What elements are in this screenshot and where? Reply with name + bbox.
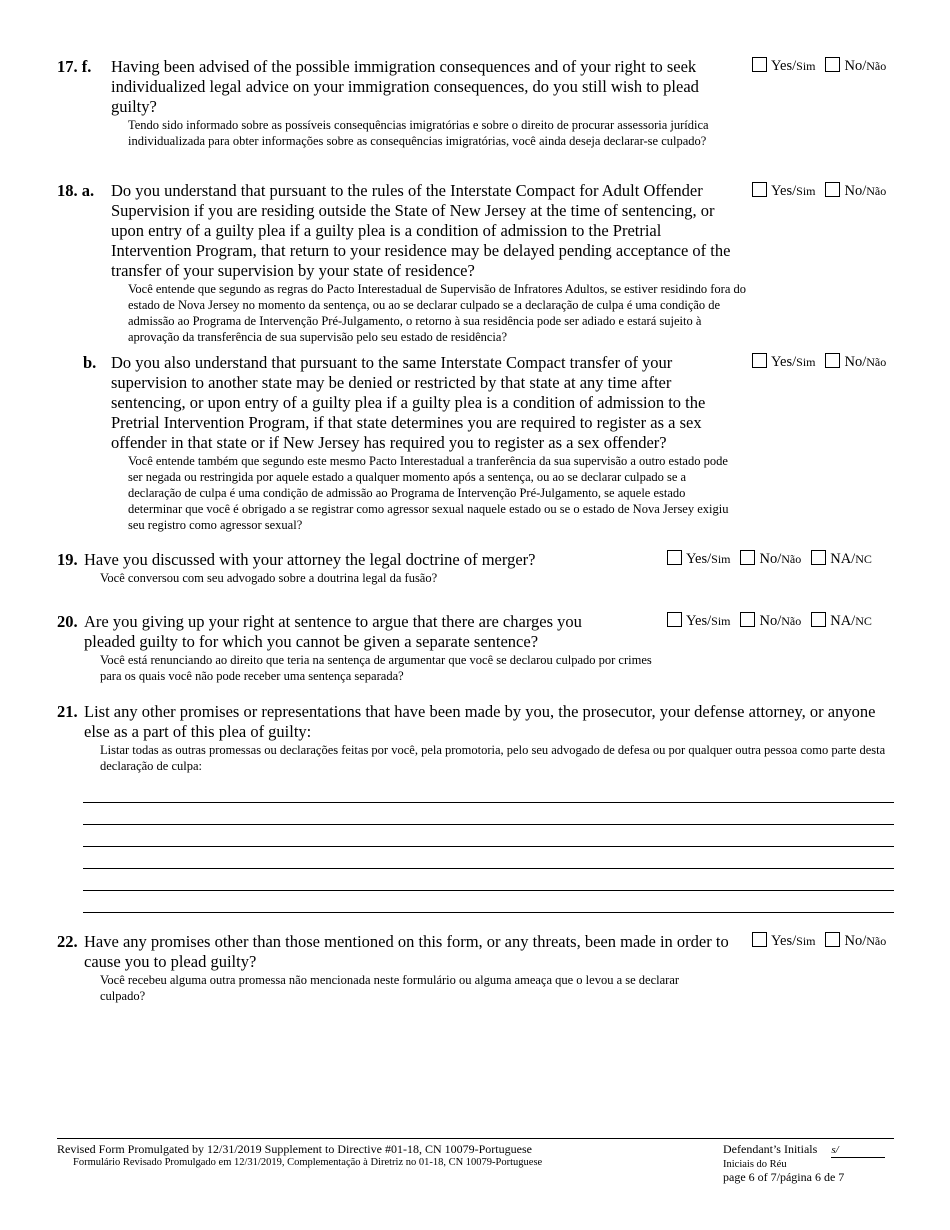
answer-line[interactable] [83, 846, 894, 847]
yes-checkbox[interactable] [667, 612, 682, 627]
yes-checkbox[interactable] [752, 57, 767, 72]
form-revision-en: Revised Form Promulgated by 12/31/2019 Supplement to Directive #01-18, CN 10079-Portuguese [57, 1142, 532, 1156]
question-20 [84, 612, 659, 684]
answer-options-18a: Yes/Sim No/Não [752, 181, 896, 201]
yes-checkbox[interactable] [752, 182, 767, 197]
question-text-en: Are you giving up your right at sentence to argue that there are charges you pleaded guilty to for which you cannot be given a separate sentence? [84, 612, 582, 651]
yes-checkbox[interactable] [752, 932, 767, 947]
footer-form-info [57, 1143, 542, 1169]
no-checkbox[interactable] [740, 550, 755, 565]
initials-label: Defendant’s Initials [723, 1142, 818, 1156]
question-number: 18. a. [57, 181, 95, 200]
question-22 [84, 932, 744, 1004]
answer-options-20: Yes/Sim No/Não NA/NC [667, 611, 882, 631]
footer-divider [57, 1138, 894, 1139]
na-checkbox[interactable] [811, 612, 826, 627]
no-checkbox[interactable] [740, 612, 755, 627]
no-checkbox[interactable] [825, 182, 840, 197]
question-text-pt: Você entende que segundo as regras do Pacto Interestadual de Supervisão de Infratores Adultos, se estiver residindo fora do estado de Nova Jersey no momento da sentença, ou ao se declarar culpado se a declaração de culpa é uma condição de admissão ao Programa de Intervenção Pré-Julgamento, o retorno à sua residência pode ser adiado e estará sujeito à aprovação da transferência de sua supervisão pelo seu estado de residência? [128, 282, 746, 344]
question-number: 22. [57, 932, 78, 951]
answer-line[interactable] [83, 802, 894, 803]
na-checkbox[interactable] [811, 550, 826, 565]
initials-label-pt: Iniciais do Réu [723, 1159, 787, 1170]
form-revision-pt: Formulário Revisado Promulgado em 12/31/2019, Complementação à Diretriz no 01-18, CN 10079-Portuguese [73, 1157, 543, 1168]
answer-options-18b: Yes/Sim No/Não [752, 352, 896, 372]
question-text-pt: Listar todas as outras promessas ou declarações feitas por você, pela promotoria, pelo seu advogado de defesa ou por qualquer outra pessoa como parte desta declaração de culpa: [100, 743, 886, 773]
question-19 [84, 550, 644, 586]
question-text-en: Have any promises other than those mentioned on this form, or any threats, been made in order to cause you to plead guilty? [84, 932, 729, 971]
question-21 [84, 702, 884, 774]
answer-line[interactable] [83, 824, 894, 825]
no-checkbox[interactable] [825, 57, 840, 72]
question-number: 19. [57, 550, 78, 569]
initials-field[interactable]: s/ [831, 1144, 885, 1158]
question-text-pt: Você está renunciando ao direito que teria na sentença de argumentar que você se declarou culpado por crimes para os quais você não pode receber uma sentença separada? [100, 653, 652, 683]
question-number: 17. f. [57, 57, 92, 76]
question-text-en: Have you discussed with your attorney the legal doctrine of merger? [84, 550, 536, 569]
no-checkbox[interactable] [825, 353, 840, 368]
footer-initials [723, 1143, 885, 1184]
answer-line[interactable] [83, 890, 894, 891]
question-text-pt: Você recebeu alguma outra promessa não mencionada neste formulário ou alguma ameaça que o levou a se declarar culpado? [100, 973, 680, 1003]
answer-line[interactable] [83, 868, 894, 869]
answer-options-19: Yes/Sim No/Não NA/NC [667, 549, 882, 569]
question-text-en: Do you understand that pursuant to the rules of the Interstate Compact for Adult Offender Supervision if you are residing outside the State of New Jersey at the time of sentencing, or upon entry of a guilty plea if a guilty plea is a condition of admission to the Pretrial Intervention Program, that return to your residence may be delayed pending acceptance of the transfer of your supervision by your state of residence? [111, 181, 731, 280]
question-number: 20. [57, 612, 78, 631]
question-text-en: List any other promises or representations that have been made by you, the prosecutor, your defense attorney, or anyone else as a part of this plea of guilty: [84, 702, 876, 741]
question-text-pt: Tendo sido informado sobre as possíveis consequências imigratórias e sobre o direito de procurar assessoria jurídica individualizada para obter informações sobre as consequências imigratórias, você ainda deseja declarar-se culpado? [128, 118, 709, 148]
no-checkbox[interactable] [825, 932, 840, 947]
question-18a [111, 181, 746, 345]
question-text-pt: Você entende também que segundo este mesmo Pacto Interestadual a tranferência da sua supervisão a outro estado pode ser negada ou restringida por aquele estado a qualquer momento após a sentença, ou ao se declarar culpado se a declaração de culpa é uma condição de admissão ao Programa de Intervenção Pré-Julgamento, se aquele estado determinar que você é obrigado a se registrar como agressor sexual naquele estado ou se o estado de Nova Jersey exigiu seu registro como agressor sexual? [128, 454, 729, 532]
answer-line[interactable] [83, 912, 894, 913]
question-text-pt: Você conversou com seu advogado sobre a doutrina legal da fusão? [100, 571, 438, 585]
question-number: b. [83, 353, 97, 372]
question-17f [111, 57, 741, 149]
question-text-en: Having been advised of the possible immigration consequences and of your right to seek individualized legal advice on your immigration consequences, do you still wish to plead guilty? [111, 57, 699, 116]
yes-checkbox[interactable] [752, 353, 767, 368]
answer-options-17f: Yes/Sim No/Não [752, 56, 896, 76]
question-text-en: Do you also understand that pursuant to the same Interstate Compact transfer of your supervision to another state may be denied or restricted by that state at any time after sentencing, or upon entry of a guilty plea if a guilty plea is a condition of admission to the Pretrial Intervention Program, if that state determines you are required to register as a sex offender in that state or if New Jersey has required you to register as a sex offender? [111, 353, 706, 452]
yes-checkbox[interactable] [667, 550, 682, 565]
question-number: 21. [57, 702, 78, 721]
answer-options-22: Yes/Sim No/Não [752, 931, 896, 951]
page-number: page 6 of 7/página 6 de 7 [723, 1170, 845, 1184]
question-18b [111, 353, 741, 533]
